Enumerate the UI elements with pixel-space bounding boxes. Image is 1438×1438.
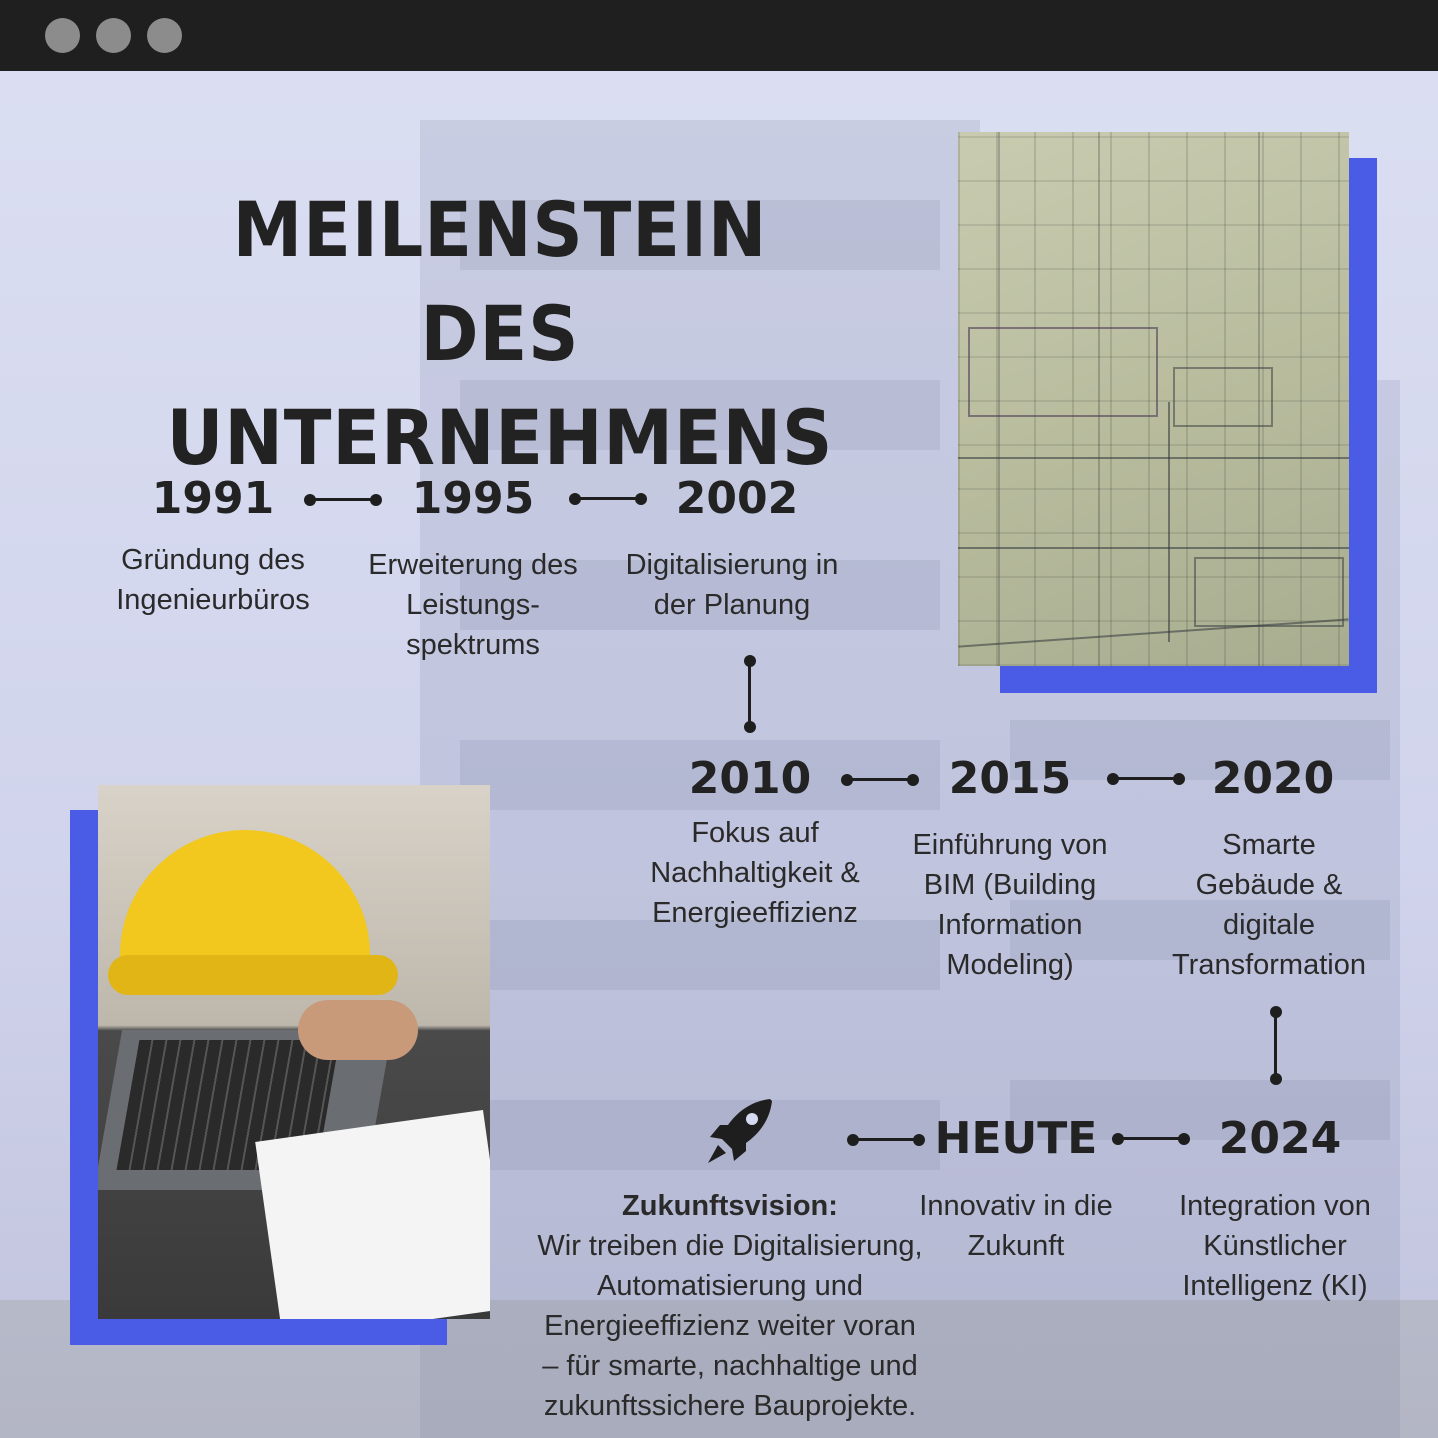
page-title: [150, 178, 849, 490]
rocket-icon: [700, 1095, 776, 1171]
future-vision: Zukunftsvision: Wir treiben die Digitalisierung, Automatisierung und Energieeffizienz weiter voran – für smarte, nachhaltige und zukunftssichere Bauprojekte.: [520, 1186, 940, 1426]
timeline-connector: [748, 660, 751, 724]
window-titlebar: [0, 0, 1438, 71]
milestone-desc-2020: Smarte Gebäude & digitale Transformation: [1172, 829, 1366, 981]
timeline-connector: [1270, 1073, 1282, 1085]
milestone-desc-2015: Einführung von BIM (Building Information Modeling): [912, 829, 1108, 981]
milestone-desc-2010: Fokus auf Nachhaltigkeit & Energieeffizienz: [650, 817, 860, 929]
timeline-connector: [1274, 1011, 1277, 1075]
milestone-desc-1995: Erweiterung des Leistungs- spektrums: [368, 549, 578, 661]
blueprint-photo: [958, 132, 1349, 666]
milestone-year-heute: HEUTE: [934, 1113, 1098, 1164]
milestone-year-2015: 2015: [948, 753, 1072, 804]
milestone-year-2002: 2002: [675, 473, 799, 524]
window-maximize-icon[interactable]: [147, 18, 182, 53]
engineer-laptop-helmet-photo: [98, 785, 490, 1319]
timeline-connector: [913, 1134, 925, 1146]
milestone-year-2010: 2010: [688, 753, 812, 804]
milestone-desc-1991: Gründung des Ingenieurbüros: [116, 544, 310, 616]
milestone-year-2020: 2020: [1211, 753, 1335, 804]
milestone-year-1995: 1995: [411, 473, 535, 524]
milestone-desc-heute: Innovativ in die Zukunft: [919, 1190, 1113, 1262]
window-minimize-icon[interactable]: [96, 18, 131, 53]
milestone-desc-2002: Digitalisierung in der Planung: [625, 549, 839, 621]
timeline-connector: [744, 721, 756, 733]
timeline-connector: [1116, 1137, 1184, 1140]
title-line-2: UNTERNEHMENS: [166, 393, 834, 482]
window-close-icon[interactable]: [45, 18, 80, 53]
timeline-connector: [1178, 1133, 1190, 1145]
milestone-year-2024: 2024: [1218, 1113, 1342, 1164]
vision-heading: Zukunftsvision:: [622, 1190, 838, 1222]
timeline-connector: [851, 1138, 919, 1141]
milestone-year-1991: 1991: [151, 473, 275, 524]
milestone-desc-2024: Integration von Künstlicher Intelligenz (KI): [1179, 1190, 1371, 1302]
title-line-1: MEILENSTEIN DES: [232, 185, 768, 378]
